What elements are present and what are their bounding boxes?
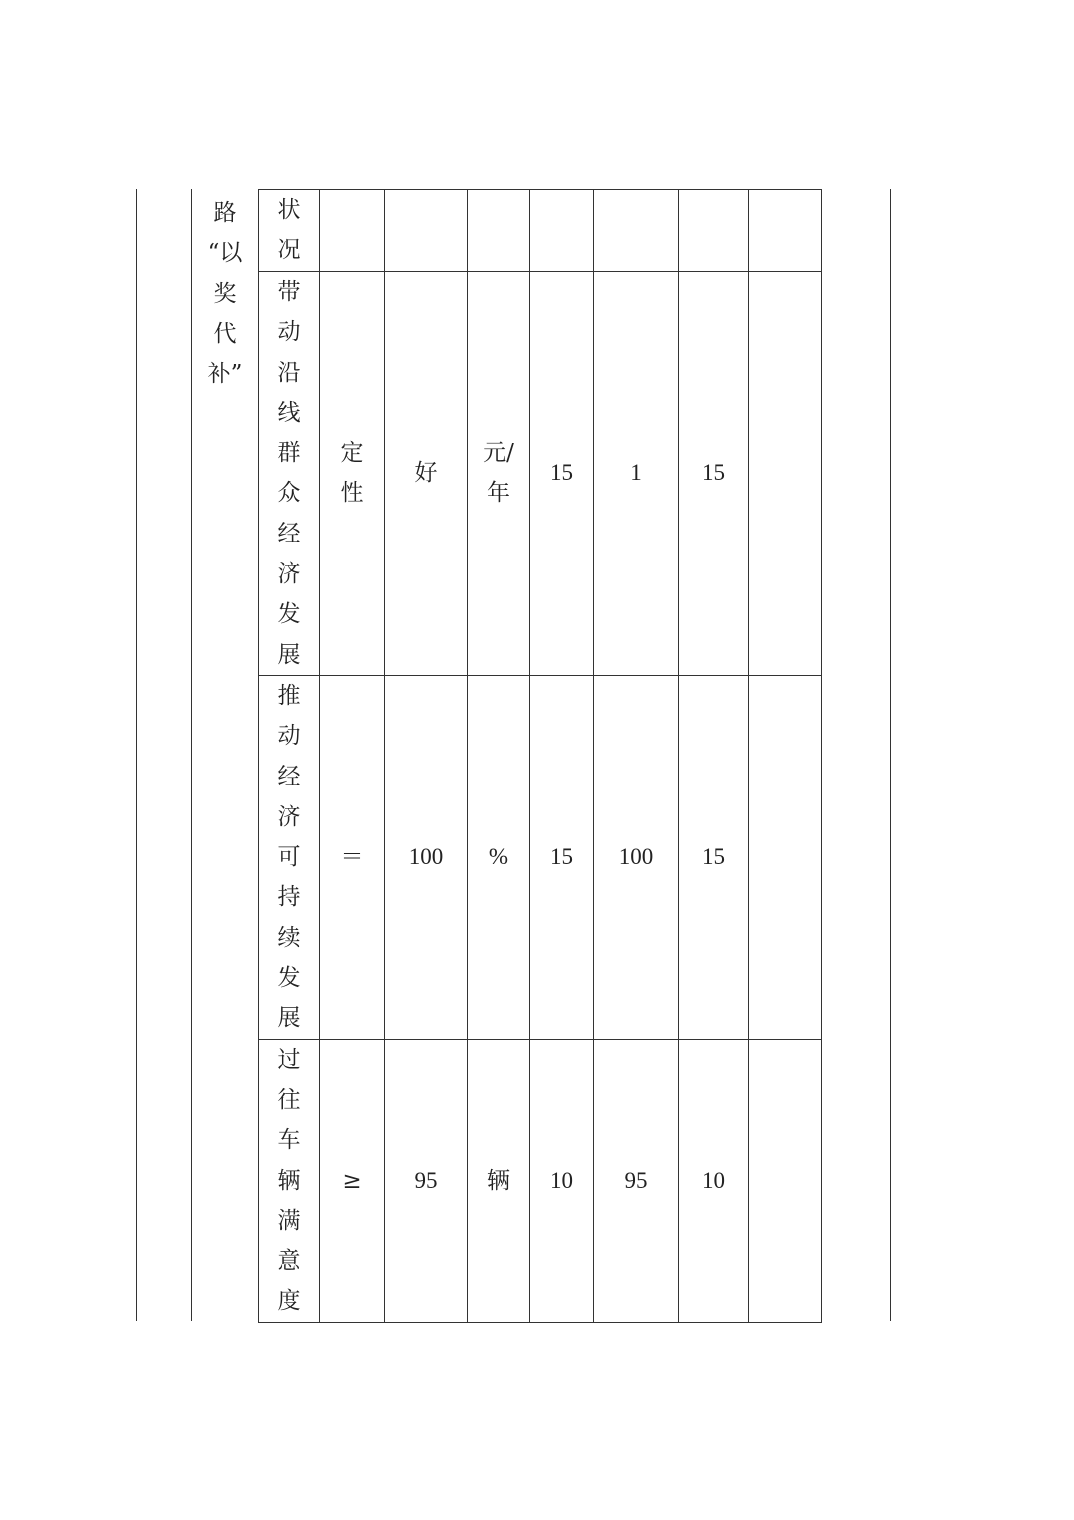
indicator-name-char: 续 (277, 924, 301, 951)
indicator-name-char: 发 (277, 601, 301, 628)
remark-cell (749, 675, 822, 1039)
score-cell: 10 (679, 1039, 749, 1322)
indicator-name-char: 带 (277, 279, 301, 305)
unit-char: 年 (487, 480, 510, 507)
indicator-name-char: 意 (277, 1248, 301, 1275)
indicator-name-cell (259, 675, 320, 1039)
actual-value-cell: 100 (594, 675, 679, 1039)
indicator-name-char: 群 (277, 440, 301, 467)
indicator-name-char: 持 (277, 884, 301, 911)
remark-cell (749, 1039, 822, 1322)
operator-cell (320, 190, 385, 272)
operator-cell (320, 1039, 385, 1322)
indicator-name-char: 辆 (277, 1167, 301, 1194)
indicator-name-char: 动 (277, 723, 301, 750)
table-row (259, 272, 822, 676)
indicator-name-char: 度 (277, 1288, 301, 1315)
operator-char: ＝ (340, 844, 364, 871)
unit-cell (468, 190, 530, 272)
actual-value-cell: 95 (594, 1039, 679, 1322)
weight-cell (530, 190, 594, 272)
unit-cell (468, 272, 530, 676)
indicator-name-char: 济 (277, 561, 301, 588)
target-value-cell: 100 (385, 675, 468, 1039)
indicator-name-char: 推 (277, 682, 301, 709)
indicator-table (258, 189, 822, 1323)
project-name-cell (192, 189, 258, 394)
table-row (259, 190, 822, 272)
operator-char: 定 (340, 440, 364, 467)
table-row (259, 1039, 822, 1322)
indicator-name-char: 经 (277, 520, 301, 547)
indicator-name-char: 况 (277, 237, 301, 264)
weight-cell: 15 (530, 272, 594, 676)
target-value-cell (385, 190, 468, 272)
weight-cell: 10 (530, 1039, 594, 1322)
score-cell (679, 190, 749, 272)
indicator-name-cell (259, 1039, 320, 1322)
indicator-name-cell (259, 272, 320, 676)
unit-cell (468, 1039, 530, 1322)
indicator-name-char: 展 (277, 1005, 301, 1032)
project-name-char: 补” (207, 361, 243, 388)
weight-cell: 15 (530, 675, 594, 1039)
score-cell: 15 (679, 675, 749, 1039)
indicator-name-char: 众 (277, 480, 301, 507)
operator-cell (320, 675, 385, 1039)
indicator-name-char: 经 (277, 763, 301, 790)
indicator-name-char: 展 (277, 641, 301, 668)
indicator-name-char: 线 (277, 399, 301, 426)
indicator-name-char: 可 (277, 844, 301, 871)
indicator-name-char: 车 (277, 1127, 301, 1154)
indicator-name-char: 过 (277, 1046, 301, 1073)
outer-left-border (136, 189, 137, 1321)
actual-value-cell (594, 190, 679, 272)
project-name-char: 奖 (213, 280, 237, 307)
operator-char: ≥ (342, 1167, 362, 1194)
indicator-name-char: 满 (277, 1207, 301, 1234)
indicator-name-char: 发 (277, 965, 301, 992)
unit-char: % (488, 844, 509, 870)
target-value-cell: 95 (385, 1039, 468, 1322)
operator-cell (320, 272, 385, 676)
project-name-text (192, 189, 258, 394)
indicator-name-cell (259, 190, 320, 272)
indicator-name-char: 济 (277, 803, 301, 830)
project-name-char: “以 (207, 240, 243, 267)
unit-char: 辆 (487, 1167, 510, 1194)
outer-right-border (890, 189, 891, 1321)
table-row (259, 675, 822, 1039)
remark-cell (749, 190, 822, 272)
unit-cell (468, 675, 530, 1039)
project-name-char: 路 (213, 200, 237, 226)
operator-char: 性 (340, 480, 364, 507)
indicator-name-char: 状 (277, 197, 301, 223)
actual-value-cell: 1 (594, 272, 679, 676)
indicator-name-char: 沿 (277, 359, 301, 386)
indicator-name-char: 动 (277, 319, 301, 346)
target-value-cell: 好 (385, 272, 468, 676)
indicator-name-char: 往 (277, 1086, 301, 1113)
project-name-char: 代 (213, 320, 237, 347)
unit-char: 元/ (483, 440, 514, 467)
remark-cell (749, 272, 822, 676)
score-cell: 15 (679, 272, 749, 676)
